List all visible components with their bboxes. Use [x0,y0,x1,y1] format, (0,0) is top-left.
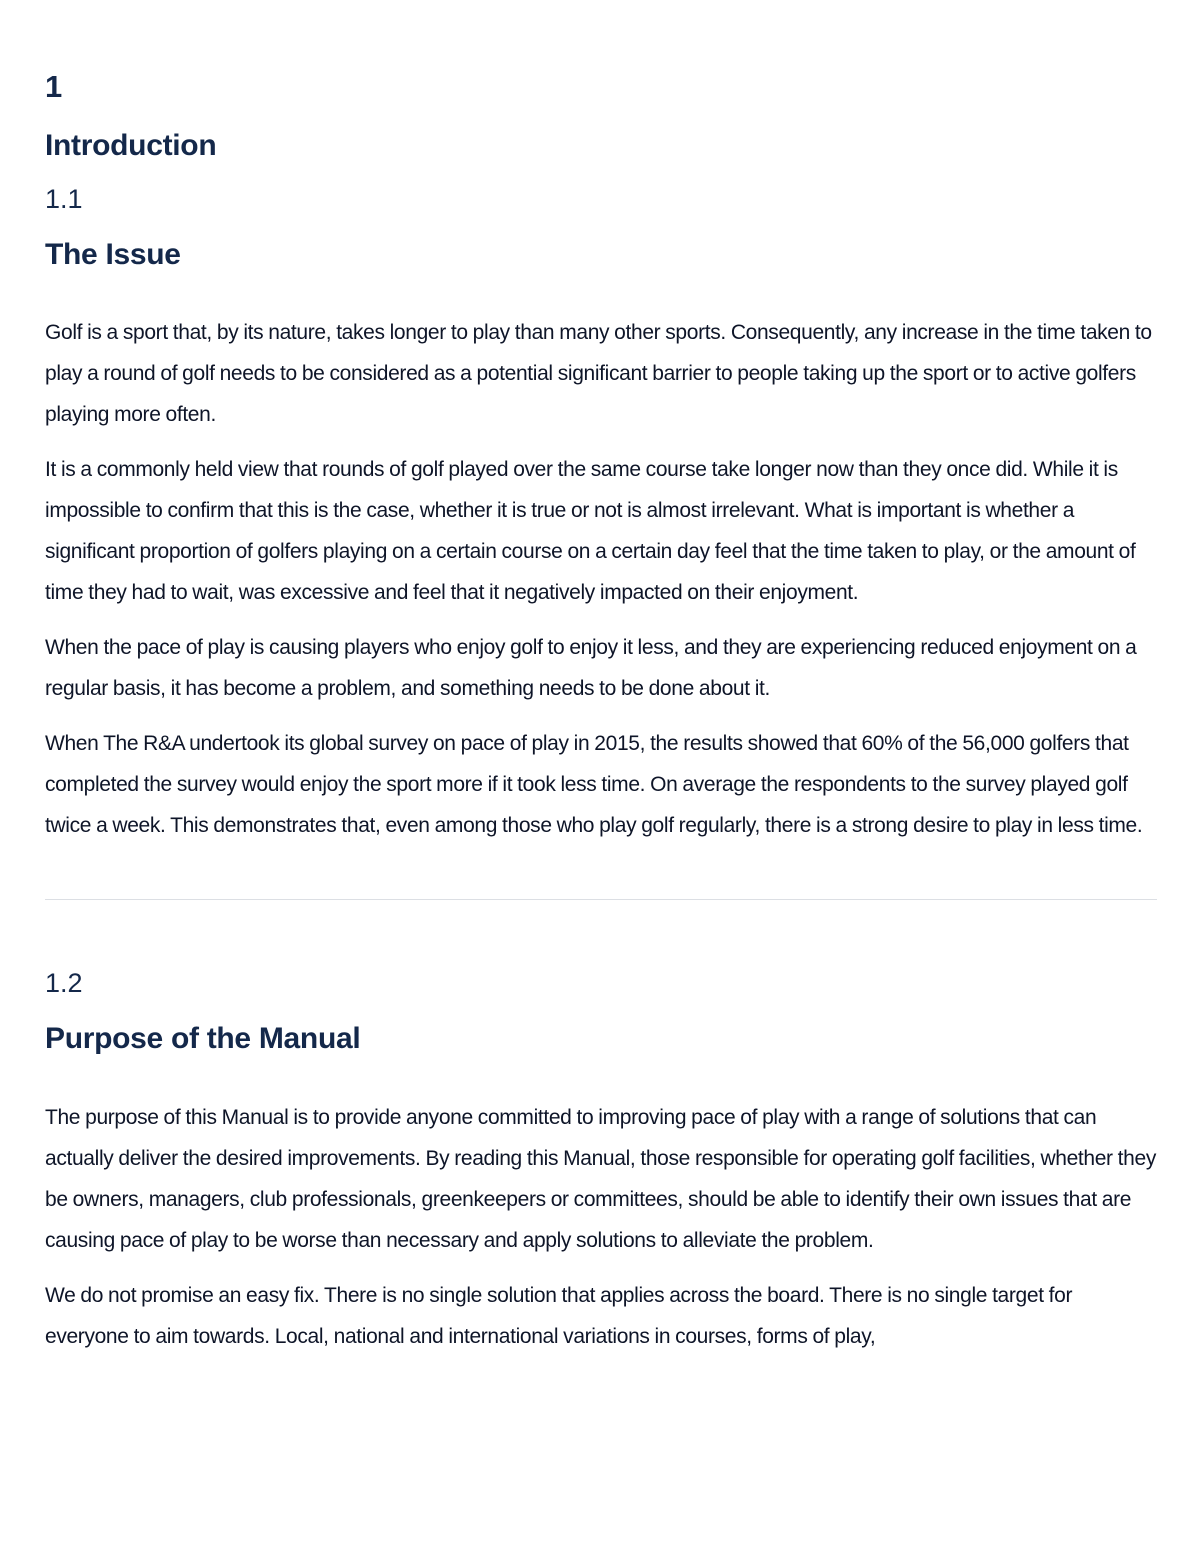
body-paragraph: We do not promise an easy fix. There is no single solution that applies across the board. There is no single target for everyone to aim towards. Local, national and international variations in courses, forms of play, [45,1284,1073,1348]
body-paragraph: It is a commonly held view that rounds of golf played over the same course take longer now than they once did. While it is impossible to confirm that this is the case, whether it is true or not is almost irrelevant. What is important is whether a significant proportion of golfers playing on a certain course on a certain day feel that the time taken to play, or the amount of time they had to wait, was excessive and feel that it negatively impacted on their enjoyment. [45,458,1136,604]
chapter-number: 1 [45,69,63,104]
body-paragraph: When the pace of play is causing players who enjoy golf to enjoy it less, and they are experiencing reduced enjoyment on a regular basis, it has become a problem, and something needs to be done about it. [45,636,1137,700]
chapter-title: Introduction [45,129,217,162]
body-paragraph: When The R&A undertook its global survey on pace of play in 2015, the results showed that 60% of the 56,000 golfers that completed the survey would enjoy the sport more if it took less time. On average the respondents to the survey played golf twice a week. This demonstrates that, even among those who play golf regularly, there is a strong desire to play in less time. [45,732,1143,837]
section-number: 1.2 [45,968,83,998]
section-title: The Issue [45,238,181,271]
section-title: Purpose of the Manual [45,1022,361,1055]
section-purpose-of-the-manual [45,965,1157,1357]
body-paragraph: Golf is a sport that, by its nature, takes longer to play than many other sports. Consequently, any increase in the time taken to play a round of golf needs to be considered as a potential significant barrier to people taking up the sport or to active golfers playing more often. [45,321,1152,426]
section-number: 1.1 [45,184,83,214]
page-content [45,60,1157,1357]
section-divider [45,899,1157,900]
section-the-issue [45,181,1157,846]
body-paragraph: The purpose of this Manual is to provide anyone committed to improving pace of play with a range of solutions that can actually deliver the desired improvements. By reading this Manual, those responsible for operating golf facilities, whether they be owners, managers, club professionals, greenkeepers or committees, should be able to identify their own issues that are causing pace of play to be worse than necessary and apply solutions to alleviate the problem. [45,1106,1156,1252]
